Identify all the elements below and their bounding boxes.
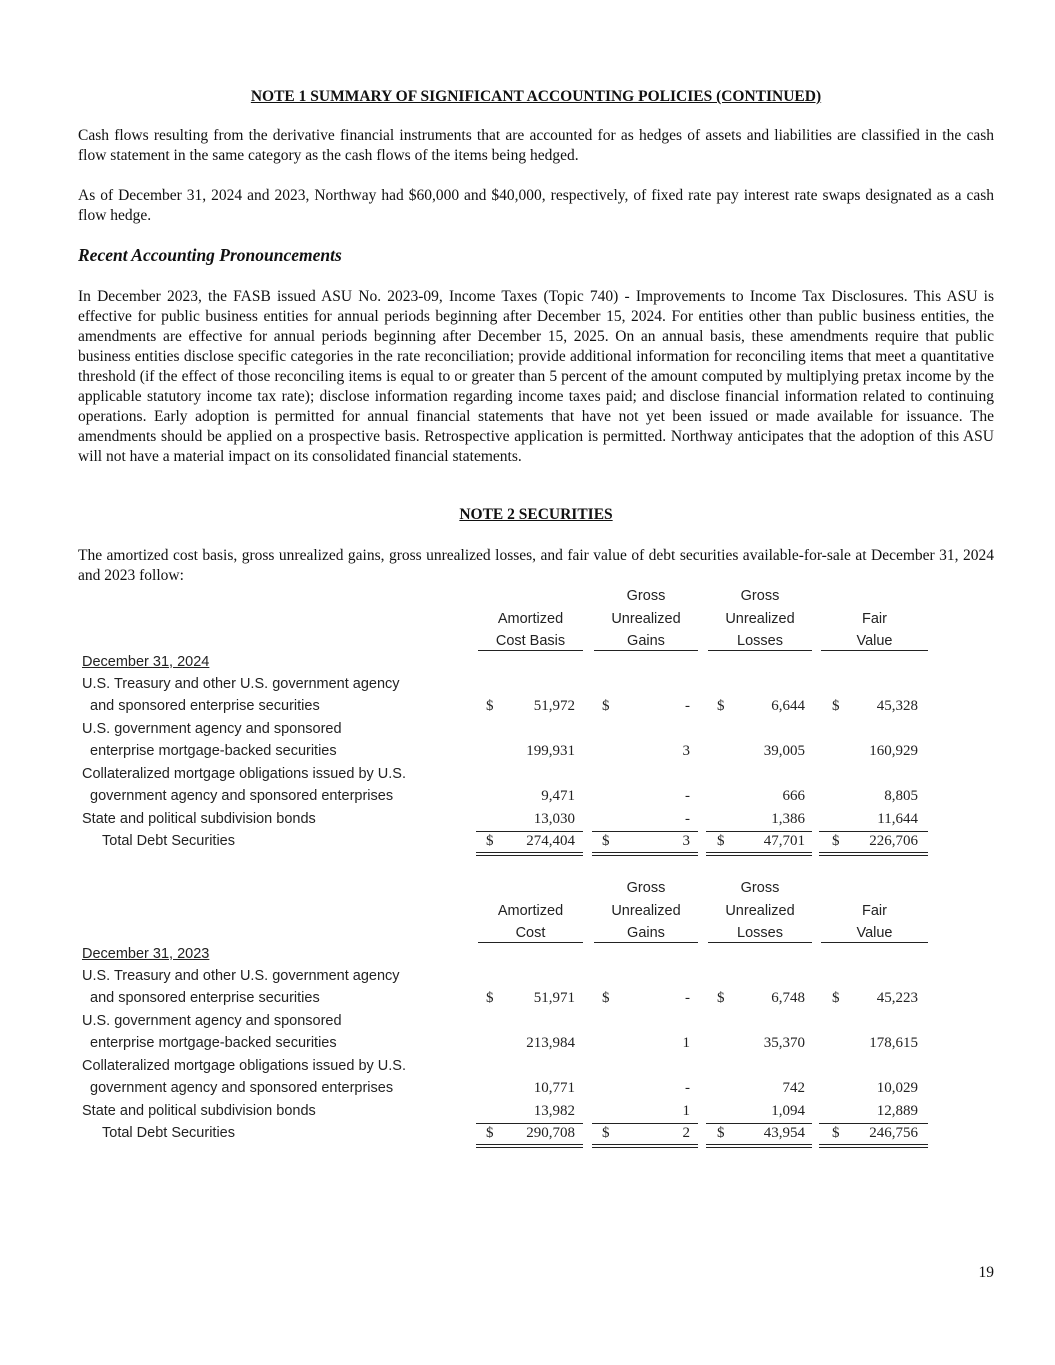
header-line-1: Gross: [740, 880, 780, 896]
cell-gross-unrealized-losses: 35,370: [763, 1035, 805, 1051]
total-gross-unrealized-gains: 2: [682, 1125, 690, 1141]
row-label-line-1: U.S. government agency and sponsored: [82, 721, 342, 737]
dollar-sign: $: [832, 1125, 840, 1141]
cell-fair-value: 11,644: [877, 811, 918, 827]
header-gross-unrealized-losses: [708, 877, 812, 945]
subtotal-underline: [476, 1123, 583, 1124]
total-double-underline: [592, 1144, 698, 1148]
row-label-line-2: enterprise mortgage-backed securities: [90, 1035, 337, 1051]
row-label-line-2: State and political subdivision bonds: [82, 811, 316, 827]
header-line-3: Losses: [737, 925, 783, 941]
row-label-line-1: Collateralized mortgage obligations issued by U.S.: [82, 766, 407, 782]
header-underline: [594, 942, 698, 943]
cell-gross-unrealized-losses: 666: [782, 788, 805, 804]
header-line-1: [821, 877, 928, 900]
cell-amortized-cost: 9,471: [541, 788, 575, 804]
cell-gross-unrealized-gains: -: [685, 990, 690, 1006]
cell-gross-unrealized-losses: 742: [782, 1080, 805, 1096]
cell-gross-unrealized-gains: -: [685, 811, 690, 827]
total-double-underline: [819, 1144, 928, 1148]
total-gross-unrealized-gains: 3: [682, 833, 690, 849]
cell-amortized-cost: 51,971: [533, 990, 575, 1006]
header-line-1: Gross: [626, 588, 666, 604]
subtotal-underline: [819, 831, 928, 832]
cell-gross-unrealized-gains: -: [685, 1080, 690, 1096]
header-gross-unrealized-losses: [708, 585, 812, 653]
cell-gross-unrealized-gains: -: [685, 698, 690, 714]
row-label-line-2: government agency and sponsored enterprises: [90, 1080, 394, 1096]
dollar-sign: $: [486, 833, 494, 849]
dollar-sign: $: [717, 990, 725, 1006]
header-line-1: Gross: [626, 880, 666, 896]
table-date-label: December 31, 2023: [82, 946, 210, 962]
note1-title: NOTE 1 SUMMARY OF SIGNIFICANT ACCOUNTING POLICIES (CONTINUED): [250, 88, 822, 105]
cell-amortized-cost: 10,771: [533, 1080, 575, 1096]
total-gross-unrealized-losses: 43,954: [763, 1125, 805, 1141]
dollar-sign: $: [602, 990, 610, 1006]
dollar-sign: $: [832, 833, 840, 849]
header-line-3: Gains: [627, 633, 665, 649]
total-amortized-cost: 290,708: [526, 1125, 575, 1141]
note2-title: NOTE 2 SECURITIES: [459, 506, 613, 523]
total-label: Total Debt Securities: [102, 1125, 235, 1141]
header-line-3: Value: [856, 925, 893, 941]
table-date-label: December 31, 2024: [82, 654, 210, 670]
header-line-3: Cost Basis: [495, 633, 566, 649]
note2-intro: The amortized cost basis, gross unrealized gains, gross unrealized losses, and fair value of debt securities available-for-sale at December 31, 2024 and 2023 follow:: [78, 547, 994, 584]
header-underline: [478, 942, 583, 943]
row-label-line-1: U.S. government agency and sponsored: [82, 1013, 342, 1029]
dollar-sign: $: [717, 833, 725, 849]
cell-gross-unrealized-gains: 3: [682, 743, 690, 759]
header-line-2: Unrealized: [725, 902, 795, 919]
header-underline: [708, 942, 812, 943]
header-underline: [478, 650, 583, 651]
cell-gross-unrealized-losses: 1,094: [771, 1103, 805, 1119]
page-number: 19: [978, 1264, 994, 1281]
dollar-sign: $: [486, 698, 494, 714]
dollar-sign: $: [717, 698, 725, 714]
header-underline: [821, 942, 928, 943]
row-label-line-2: government agency and sponsored enterprises: [90, 788, 394, 804]
header-line-1: [821, 585, 928, 608]
header-fair-value: [821, 585, 928, 653]
header-line-1: [478, 585, 583, 608]
subtotal-underline: [476, 831, 583, 832]
total-double-underline: [592, 852, 698, 856]
row-label-line-2: enterprise mortgage-backed securities: [90, 743, 337, 759]
dollar-sign: $: [486, 990, 494, 1006]
dollar-sign: $: [486, 1125, 494, 1141]
cell-fair-value: 12,889: [876, 1103, 918, 1119]
header-line-3: Value: [856, 633, 893, 649]
dollar-sign: $: [832, 990, 840, 1006]
header-line-1: Gross: [740, 588, 780, 604]
note1-paragraph-1: Cash flows resulting from the derivative financial instruments that are accounted for as hedges of assets and liabilities are classified in the cash flow statement in the same category as the cash flows of the items being hedged.: [78, 127, 994, 164]
subtotal-underline: [819, 1123, 928, 1124]
total-double-underline: [819, 852, 928, 856]
header-line-2: Unrealized: [725, 610, 795, 627]
total-fair-value: 226,706: [869, 833, 918, 849]
header-fair-value: [821, 877, 928, 945]
header-line-1: [478, 877, 583, 900]
subtotal-underline: [592, 1123, 698, 1124]
header-line-2: Fair: [862, 902, 887, 919]
recent-pronouncements-heading: Recent Accounting Pronouncements: [78, 245, 342, 265]
header-line-2: Amortized: [497, 902, 564, 919]
header-amortized-cost: [478, 877, 583, 945]
row-label-line-2: and sponsored enterprise securities: [90, 990, 320, 1006]
cell-fair-value: 8,805: [884, 788, 918, 804]
total-label: Total Debt Securities: [102, 833, 235, 849]
cell-fair-value: 45,328: [876, 698, 918, 714]
header-amortized-cost: [478, 585, 583, 653]
total-double-underline: [476, 852, 583, 856]
dollar-sign: $: [717, 1125, 725, 1141]
dollar-sign: $: [602, 1125, 610, 1141]
header-gross-unrealized-gains: [594, 877, 698, 945]
cell-gross-unrealized-gains: 1: [682, 1035, 690, 1051]
total-amortized-cost: 274,404: [526, 833, 575, 849]
cell-fair-value: 45,223: [876, 990, 918, 1006]
cell-gross-unrealized-gains: -: [685, 788, 690, 804]
row-label-line-1: U.S. Treasury and other U.S. government agency: [82, 968, 400, 984]
subtotal-underline: [706, 1123, 812, 1124]
cell-gross-unrealized-losses: 6,748: [771, 990, 805, 1006]
cell-fair-value: 178,615: [869, 1035, 918, 1051]
cell-gross-unrealized-gains: 1: [682, 1103, 690, 1119]
total-fair-value: 246,756: [869, 1125, 918, 1141]
total-double-underline: [706, 1144, 812, 1148]
total-double-underline: [476, 1144, 583, 1148]
cell-gross-unrealized-losses: 6,644: [771, 698, 805, 714]
header-underline: [708, 650, 812, 651]
dollar-sign: $: [602, 698, 610, 714]
header-line-2: Unrealized: [611, 610, 681, 627]
cell-gross-unrealized-losses: 1,386: [771, 811, 805, 827]
cell-amortized-cost: 13,030: [533, 811, 575, 827]
note1-paragraph-3: In December 2023, the FASB issued ASU No. 2023-09, Income Taxes (Topic 740) - Improvements to Income Tax Disclosures. This ASU is effective for public business entities for annual periods beginning after December 15, 2024. For entities other than public business entities, the amendments are effective for annual periods beginning after December 15, 2025. On an annual basis, these amendments require that public business entities disclose specific categories in the rate reconciliation; provide additional information for reconciling items that meet a quantitative threshold (if the effect of those reconciling items is equal to or greater than 5 percent of the amount computed by multiplying pretax income by the applicable statutory income tax rate); disclose information regarding income taxes paid; and disclose financial information related to continuing operations. Early adoption is permitted for annual financial statements that have not yet been issued or made available for issuance. The amendments should be applied on a prospective basis. Retrospective application is permitted. Northway anticipates that the adoption of this ASU will not have a material impact on its consolidated financial statements.: [78, 288, 994, 465]
subtotal-underline: [592, 831, 698, 832]
row-label-line-2: State and political subdivision bonds: [82, 1103, 316, 1119]
row-label-line-1: Collateralized mortgage obligations issued by U.S.: [82, 1058, 407, 1074]
dollar-sign: $: [602, 833, 610, 849]
cell-amortized-cost: 13,982: [533, 1103, 575, 1119]
cell-amortized-cost: 51,972: [533, 698, 575, 714]
cell-fair-value: 160,929: [869, 743, 918, 759]
cell-fair-value: 10,029: [876, 1080, 918, 1096]
header-underline: [821, 650, 928, 651]
header-line-2: Fair: [862, 610, 887, 627]
header-line-2: Unrealized: [611, 902, 681, 919]
header-line-3: Cost: [515, 925, 546, 941]
cell-gross-unrealized-losses: 39,005: [763, 743, 805, 759]
row-label-line-1: U.S. Treasury and other U.S. government agency: [82, 676, 400, 692]
header-underline: [594, 650, 698, 651]
header-gross-unrealized-gains: [594, 585, 698, 653]
dollar-sign: $: [832, 698, 840, 714]
total-gross-unrealized-losses: 47,701: [763, 833, 805, 849]
header-line-2: Amortized: [497, 610, 564, 627]
cell-amortized-cost: 199,931: [526, 743, 575, 759]
header-line-3: Gains: [627, 925, 665, 941]
cell-amortized-cost: 213,984: [526, 1035, 575, 1051]
note1-paragraph-2: As of December 31, 2024 and 2023, Northway had $60,000 and $40,000, respectively, of fixed rate pay interest rate swaps designated as a cash flow hedge.: [78, 187, 994, 224]
header-line-3: Losses: [737, 633, 783, 649]
row-label-line-2: and sponsored enterprise securities: [90, 698, 320, 714]
total-double-underline: [706, 852, 812, 856]
subtotal-underline: [706, 831, 812, 832]
